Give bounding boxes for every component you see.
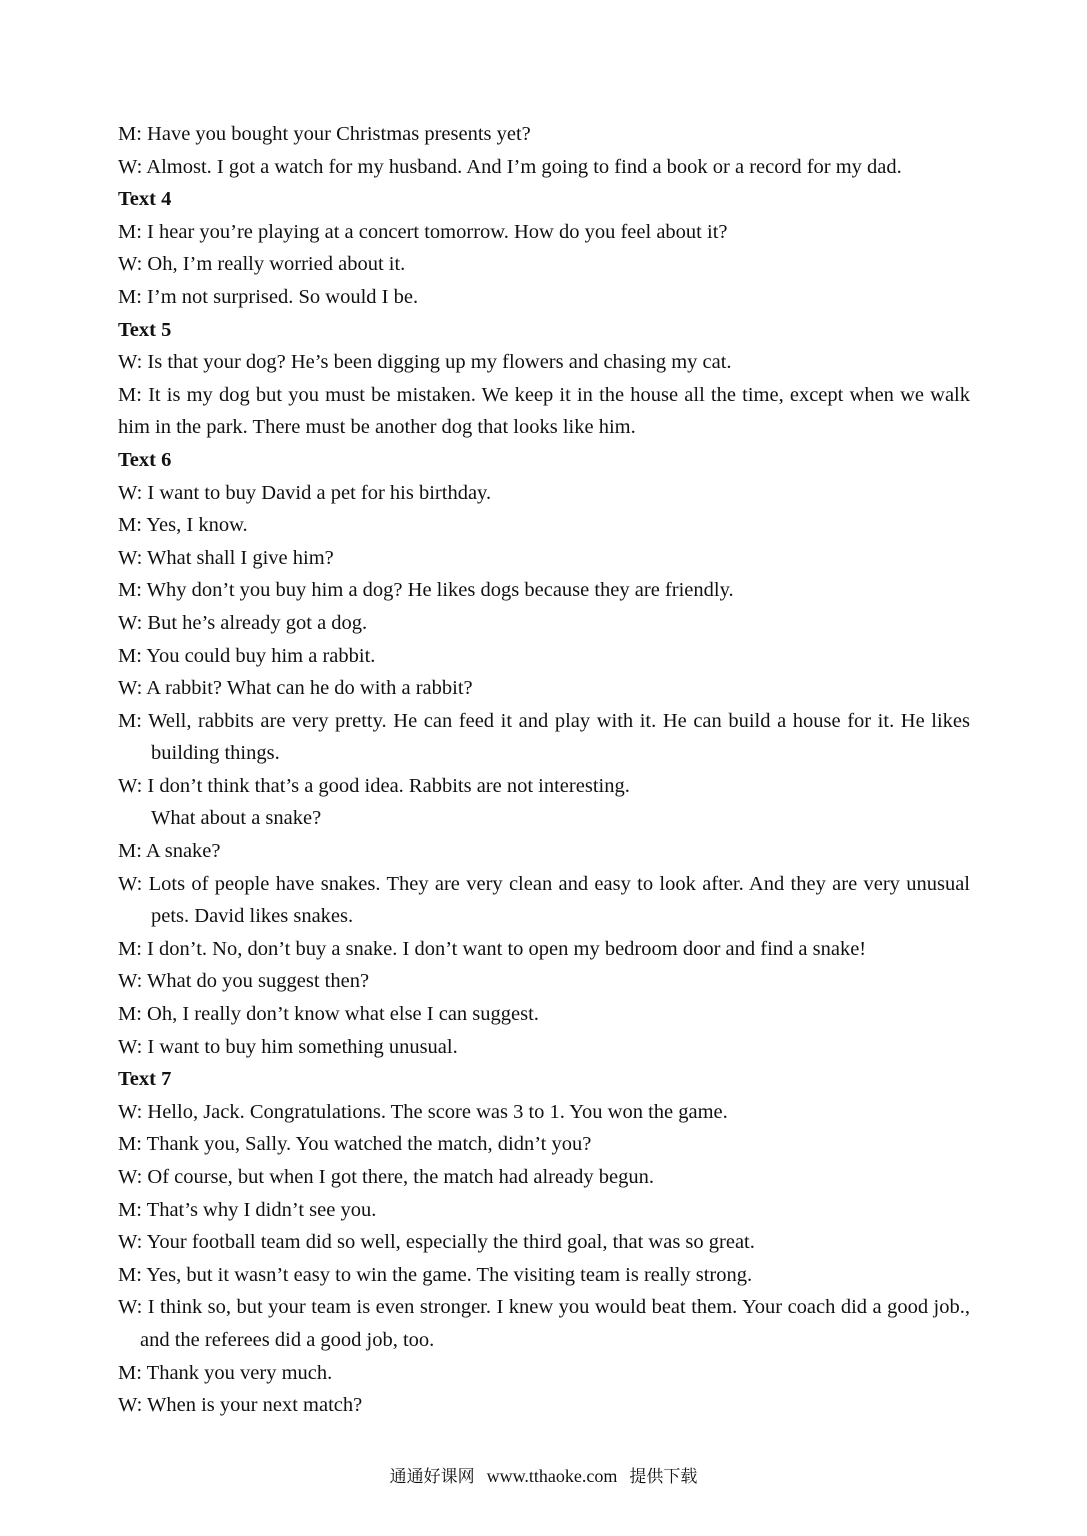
dialogue-line: M: I hear you’re playing at a concert tomorrow. How do you feel about it?: [118, 220, 728, 243]
dialogue-line: M: It is my dog but you must be mistaken. We keep it in the house all the time, except when we walk him in the park. There must be another dog that looks like him.: [118, 383, 970, 439]
dialogue-line: W: I think so, but your team is even stronger. I knew you would beat them. Your coach did a good job., and the referees did a good job, too.: [118, 1296, 970, 1351]
dialogue-line: W: What do you suggest then?: [118, 970, 370, 993]
dialogue-line: W: I don’t think that’s a good idea. Rabbits are not interesting.: [118, 774, 630, 797]
dialogue-line: W: I want to buy David a pet for his birthday.: [118, 481, 492, 504]
dialogue-line: M: Thank you very much.: [118, 1361, 333, 1384]
section-heading: Text 7: [118, 1068, 172, 1091]
dialogue-line: W: A rabbit? What can he do with a rabbit?: [118, 677, 473, 700]
dialogue-line: M: A snake?: [118, 840, 221, 863]
footer-suffix: 提供下载: [629, 1467, 698, 1487]
dialogue-line: W: Lots of people have snakes. They are very clean and easy to look after. And they are very unusual pets. David likes snakes.: [118, 872, 970, 928]
dialogue-line: M: Oh, I really don’t know what else I can suggest.: [118, 1003, 539, 1026]
section-heading: Text 4: [118, 188, 172, 211]
section-heading: Text 5: [118, 318, 172, 341]
dialogue-line: M: That’s why I didn’t see you.: [118, 1198, 377, 1221]
dialogue-line: M: Why don’t you buy him a dog? He likes dogs because they are friendly.: [118, 579, 734, 602]
dialogue-line: W: Of course, but when I got there, the match had already begun.: [118, 1166, 655, 1188]
dialogue-line: M: I’m not surprised. So would I be.: [118, 285, 419, 308]
dialogue-line: W: Is that your dog? He’s been digging up my flowers and chasing my cat.: [118, 351, 732, 374]
transcript-body: [118, 118, 970, 1422]
dialogue-line: M: Yes, I know.: [118, 514, 248, 537]
dialogue-line: M: Thank you, Sally. You watched the match, didn’t you?: [118, 1133, 592, 1156]
dialogue-line: M: I don’t. No, don’t buy a snake. I don’t want to open my bedroom door and find a snake!: [118, 937, 867, 960]
dialogue-continuation: What about a snake?: [151, 807, 322, 830]
dialogue-line: M: Have you bought your Christmas presents yet?: [118, 123, 531, 145]
dialogue-line: M: Yes, but it wasn’t easy to win the game. The visiting team is really strong.: [118, 1263, 753, 1286]
dialogue-line: W: Your football team did so well, especially the third goal, that was so great.: [118, 1231, 755, 1254]
section-heading: Text 6: [118, 448, 172, 471]
dialogue-line: W: Hello, Jack. Congratulations. The score was 3 to 1. You won the game.: [118, 1100, 728, 1123]
footer-url: www.tthaoke.com: [486, 1466, 618, 1486]
dialogue-line: W: Almost. I got a watch for my husband. And I’m going to find a book or a record for my dad.: [118, 155, 902, 178]
page-footer: [0, 1462, 1087, 1487]
dialogue-line: M: You could buy him a rabbit.: [118, 644, 376, 667]
dialogue-line: W: Oh, I’m really worried about it.: [118, 253, 406, 276]
footer-site-name: 通通好课网: [389, 1467, 475, 1487]
dialogue-line: W: I want to buy him something unusual.: [118, 1035, 458, 1058]
dialogue-line: W: But he’s already got a dog.: [118, 611, 368, 634]
dialogue-line: W: When is your next match?: [118, 1394, 363, 1417]
dialogue-line: M: Well, rabbits are very pretty. He can feed it and play with it. He can build a house for it. He likes building things.: [118, 709, 970, 765]
dialogue-line: W: What shall I give him?: [118, 546, 334, 569]
